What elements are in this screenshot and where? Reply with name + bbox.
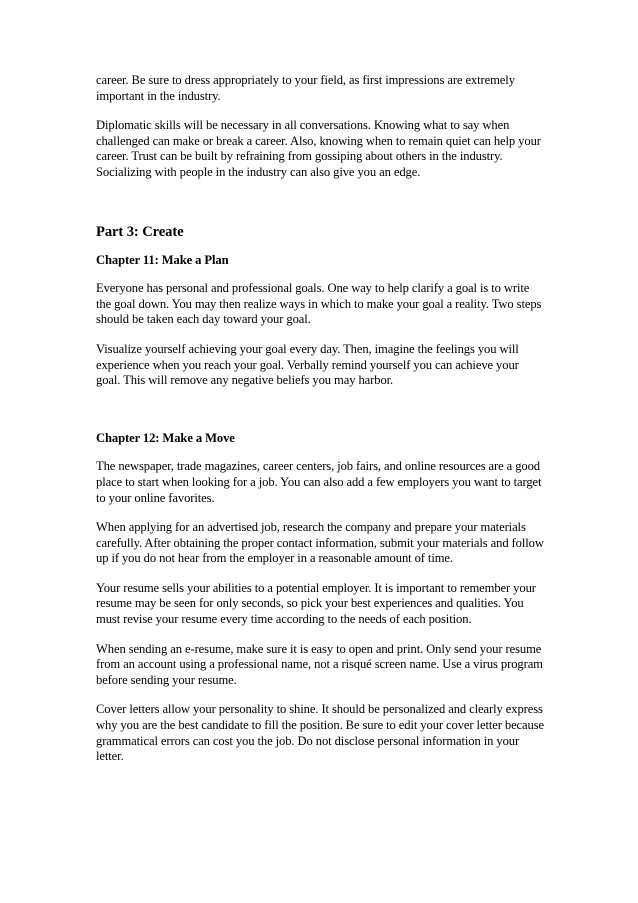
- chapter-12-paragraph-3: Your resume sells your abilities to a potential employer. It is important to remember your resume may be seen for only seconds, so pick your best experiences and qualities. You must revise your resume every time according to the needs of each position.: [96, 580, 536, 627]
- intro-paragraph-1: career. Be sure to dress appropriately to your field, as first impressions are extremely important in the industry.: [96, 73, 515, 103]
- chapter-12-paragraph-4: When sending an e-resume, make sure it is easy to open and print. Only send your resume from an account using a professional name, not a risqué screen name. Use a virus program before sending your resume.: [96, 641, 543, 687]
- chapter-11-paragraph-1: Everyone has personal and professional goals. One way to help clarify a goal is to write the goal down. You may then realize ways in which to make your goal a reality. Two steps should be taken each day toward your goal.: [96, 281, 542, 327]
- chapter-12-paragraph-2: When applying for an advertised job, research the company and prepare your materials carefully. After obtaining the proper contact information, submit your materials and follow up if you do not hear from the employer in a reasonable amount of time.: [96, 520, 544, 566]
- chapter-12-heading: Chapter 12: Make a Move: [96, 430, 235, 445]
- part-heading: Part 3: Create: [96, 223, 184, 240]
- chapter-11-paragraph-2: Visualize yourself achieving your goal every day. Then, imagine the feelings you will experience when you reach your goal. Verbally remind yourself you can achieve your goal. This will remove any negative beliefs you may harbor.: [96, 341, 519, 388]
- chapter-11-heading: Chapter 11: Make a Plan: [96, 252, 229, 267]
- intro-paragraph-2: Diplomatic skills will be necessary in all conversations. Knowing what to say when challenged can make or break a career. Also, knowing when to remain quiet can help your career. Trust can be built by refraining from gossiping about others in the industry. Socializing with people in the industry can also give you an edge.: [96, 118, 541, 179]
- chapter-12-paragraph-5: Cover letters allow your personality to shine. It should be personalized and clearly express why you are the best candidate to fill the position. Be sure to edit your cover letter because grammatical errors can cost you the job. Do not disclose personal information in your letter.: [96, 702, 545, 764]
- page-content: [96, 73, 546, 779]
- chapter-12-paragraph-1: The newspaper, trade magazines, career centers, job fairs, and online resources are a good place to start when looking for a job. You can also add a few employers you want to target to your online favorites.: [96, 459, 542, 505]
